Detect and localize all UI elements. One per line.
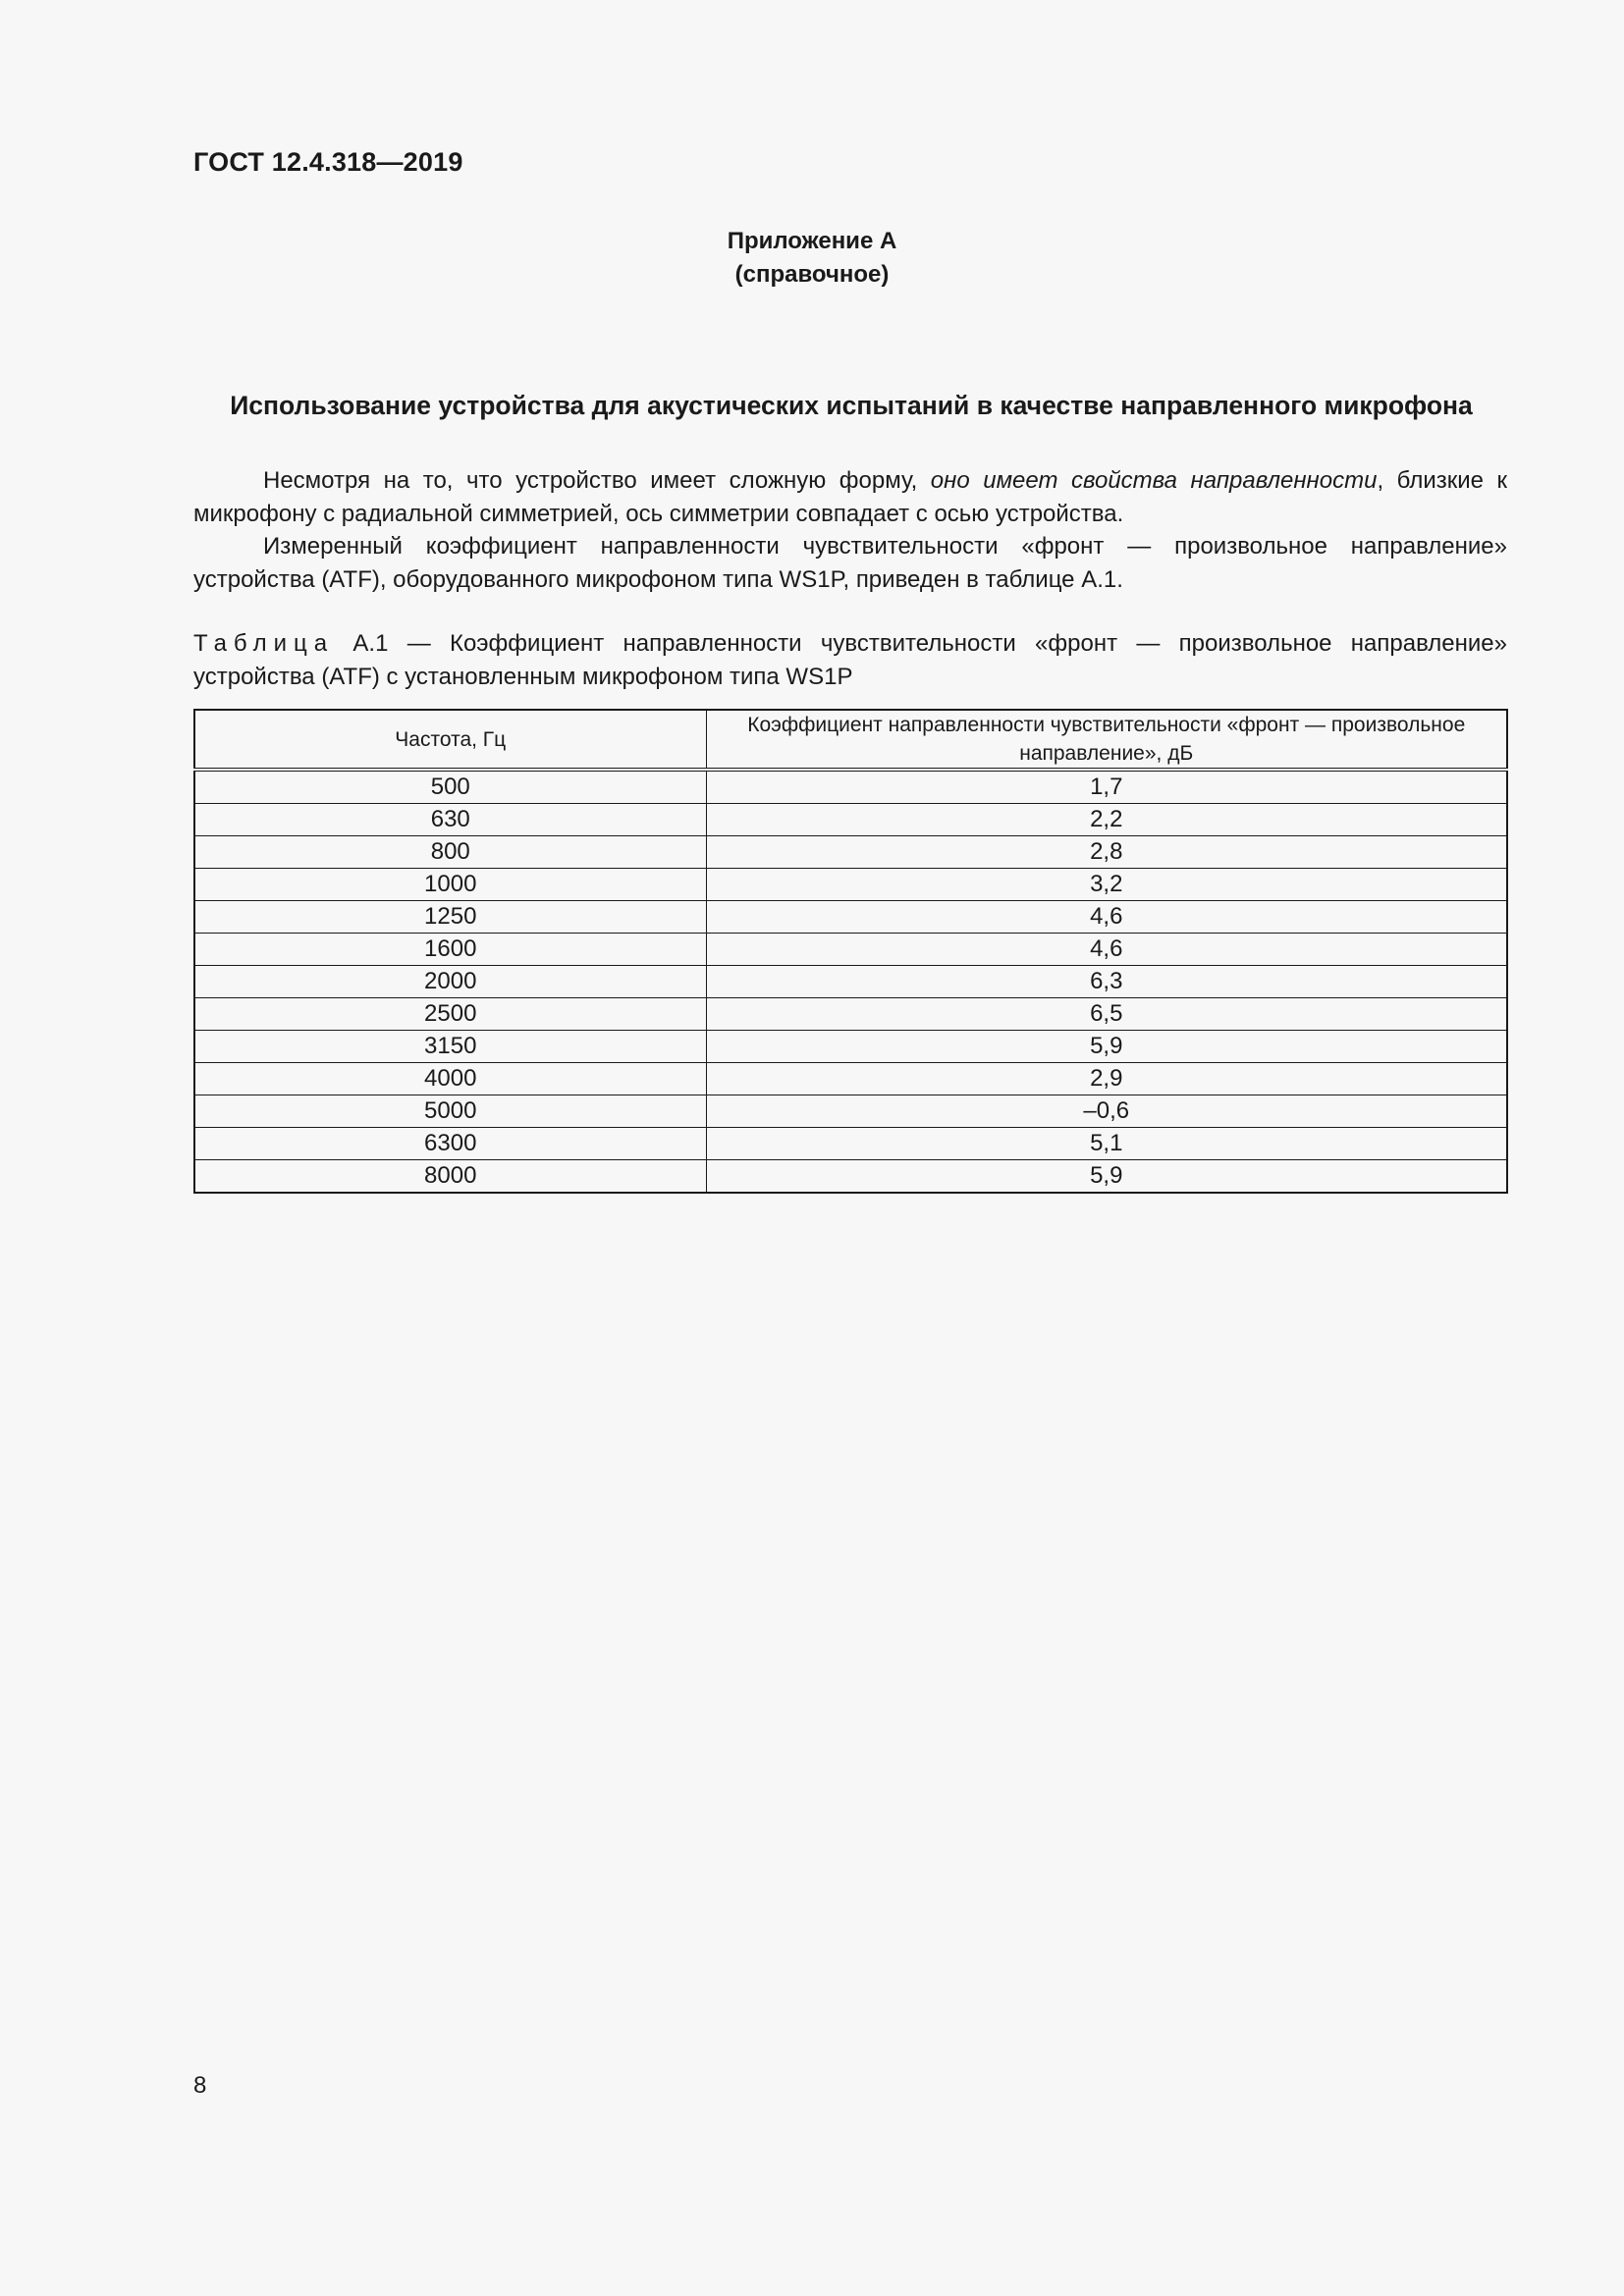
- frequency-cell: 1600: [194, 934, 706, 966]
- table-row: [194, 998, 1507, 1031]
- frequency-cell: 4000: [194, 1063, 706, 1095]
- frequency-cell: 2000: [194, 966, 706, 998]
- coefficient-cell: 5,1: [706, 1128, 1507, 1160]
- frequency-cell: 6300: [194, 1128, 706, 1160]
- coefficient-cell: 3,2: [706, 869, 1507, 901]
- table-caption-text: А.1 — Коэффициент направленности чувствительности «фронт — произвольное направление» устройства (ATF) с установленным микрофоном типа WS1P: [193, 630, 1507, 690]
- table-caption-label: Таблица: [193, 630, 335, 657]
- table-row: [194, 770, 1507, 804]
- frequency-cell: 1000: [194, 869, 706, 901]
- frequency-cell: 5000: [194, 1095, 706, 1128]
- table-row: [194, 1095, 1507, 1128]
- body-text: [193, 464, 1507, 596]
- document-standard-id: ГОСТ 12.4.318—2019: [193, 147, 463, 177]
- coefficient-cell: 2,2: [706, 804, 1507, 836]
- appendix-title: Приложение А: [727, 228, 897, 254]
- table-row: [194, 804, 1507, 836]
- coefficient-cell: 2,8: [706, 836, 1507, 869]
- coefficient-cell: 6,5: [706, 998, 1507, 1031]
- frequency-cell: 8000: [194, 1160, 706, 1194]
- appendix-subtitle: (справочное): [734, 261, 890, 288]
- section-title: Использование устройства для акустических испытаний в качестве направленного микрофона: [230, 391, 1473, 420]
- table-caption: [193, 627, 1507, 693]
- frequency-cell: 3150: [194, 1031, 706, 1063]
- paragraph-2: Измеренный коэффициент направленности чувствительности «фронт — произвольное направление» устройства (ATF), оборудованного микрофоном типа WS1P, приведен в таблице А.1.: [193, 533, 1507, 593]
- coefficient-cell: 5,9: [706, 1160, 1507, 1194]
- page-number: 8: [193, 2072, 207, 2099]
- coefficient-cell: 2,9: [706, 1063, 1507, 1095]
- coefficient-cell: –0,6: [706, 1095, 1507, 1128]
- paragraph-1-italic: оно имеет свойства направленности: [930, 467, 1378, 494]
- paragraph-1-start: Несмотря на то, что устройство имеет сложную форму,: [263, 467, 931, 494]
- frequency-cell: 500: [194, 770, 706, 804]
- table-row: [194, 1160, 1507, 1194]
- table-row: [194, 1128, 1507, 1160]
- frequency-cell: 630: [194, 804, 706, 836]
- coefficient-cell: 4,6: [706, 901, 1507, 934]
- table-header-row: [194, 710, 1507, 770]
- coefficient-cell: 6,3: [706, 966, 1507, 998]
- frequency-cell: 800: [194, 836, 706, 869]
- table-row: [194, 934, 1507, 966]
- table-row: [194, 869, 1507, 901]
- coefficient-cell: 4,6: [706, 934, 1507, 966]
- table-body: [194, 770, 1507, 1193]
- table-row: [194, 836, 1507, 869]
- table-row: [194, 1063, 1507, 1095]
- paragraph-1-end: , близкие к микрофону с радиальной симметрией, ось симметрии совпадает с осью устройства.: [193, 467, 1508, 527]
- table-row: [194, 966, 1507, 998]
- column-header-coefficient: Коэффициент направленности чувствительности «фронт — произвольное направление», дБ: [706, 710, 1507, 770]
- frequency-cell: 1250: [194, 901, 706, 934]
- appendix-heading: [0, 225, 1624, 292]
- table-row: [194, 901, 1507, 934]
- paragraph-1: [193, 464, 1507, 530]
- table-row: [194, 1031, 1507, 1063]
- coefficient-cell: 5,9: [706, 1031, 1507, 1063]
- frequency-cell: 2500: [194, 998, 706, 1031]
- column-header-frequency: Частота, Гц: [194, 710, 706, 770]
- data-table: [193, 709, 1508, 1194]
- coefficient-cell: 1,7: [706, 770, 1507, 804]
